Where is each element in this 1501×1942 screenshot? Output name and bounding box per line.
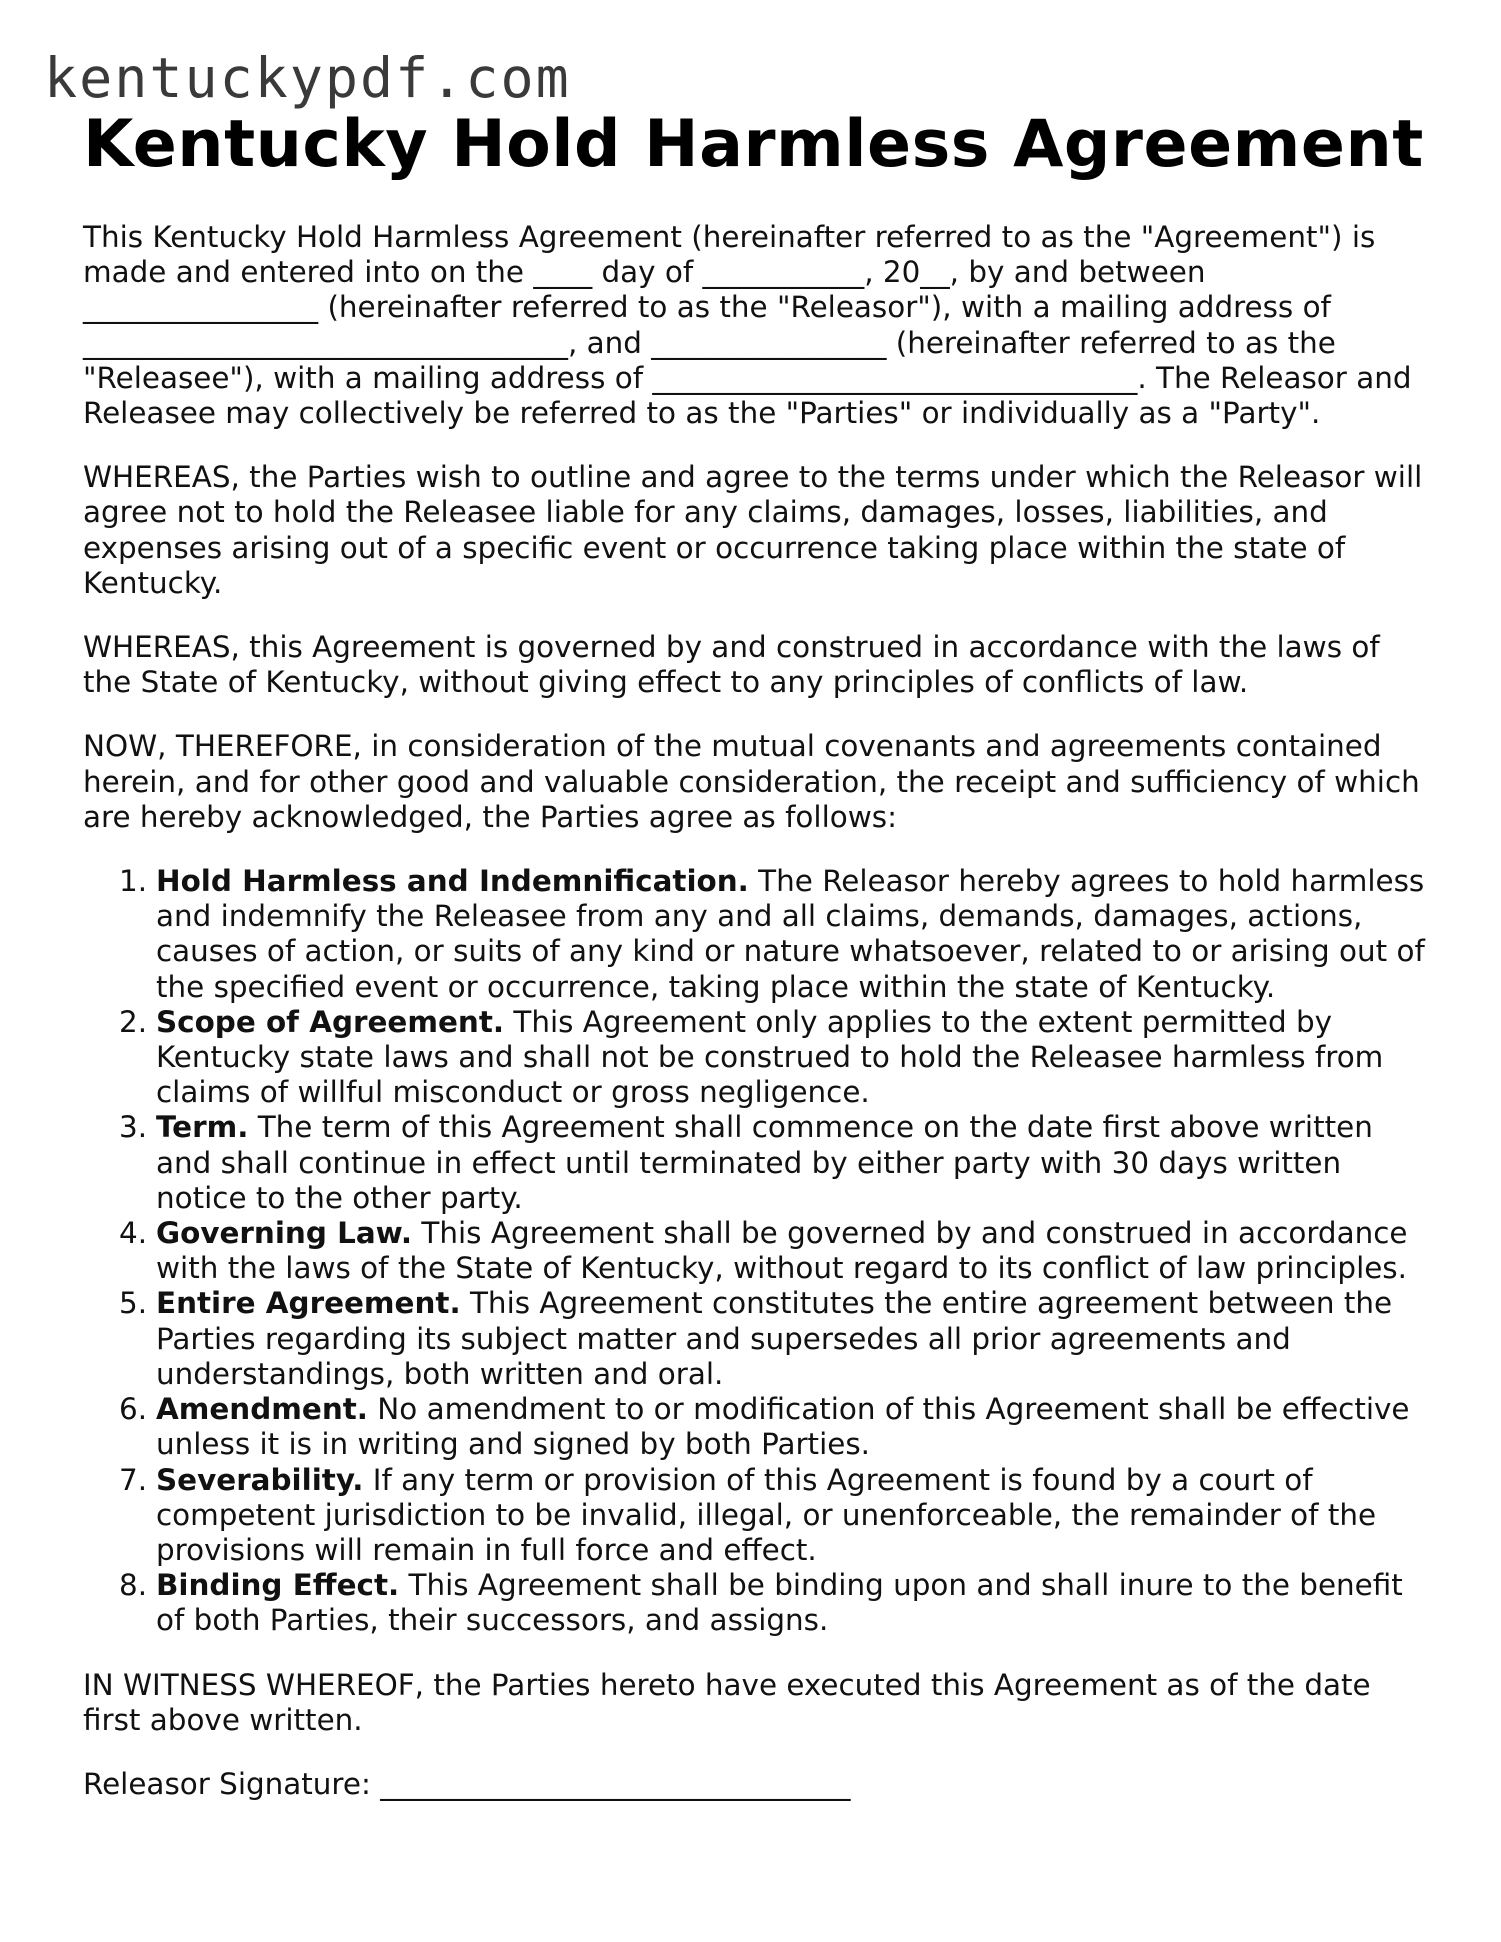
clause-number: 4. [119, 1216, 148, 1251]
clause-heading: Governing Law. [156, 1216, 413, 1251]
clause-text: This Agreement shall be binding upon and shall inure to the benefit of both Parties, their successors, and assigns. [156, 1568, 1403, 1638]
intro-paragraph: This Kentucky Hold Harmless Agreement (hereinafter referred to as the "Agreement") is made and entered into on the ____ day of ___________, 20__, by and between ________________ (hereinafter referred to as the "Releasor"), with a mailing address of _________________________________, and ________________ (hereinafter referred to as the "Releasee"), with a mailing address of _________________________________. The Releasor and Releasee may collectively be referred to as the "Parties" or individually as a "Party". [83, 220, 1412, 431]
clause-number: 7. [119, 1462, 148, 1497]
clause-number: 8. [119, 1568, 148, 1603]
whereas-paragraph-1: WHEREAS, the Parties wish to outline and agree to the terms under which the Releasor will agree not to hold the Releasee liable for any claims, damages, losses, liabilities, and expenses arising out of a specific event or occurrence taking place within the state of Kentucky. [83, 460, 1423, 600]
clause-text: The Releasor hereby agrees to hold harmless and indemnify the Releasee from any and all claims, demands, damages, actions, causes of action, or suits of any kind or nature whatsoever, related to or arising out of the specified event or occurrence, taking place within the state of Kentucky. [156, 864, 1425, 1004]
clause-text: This Agreement constitutes the entire agreement between the Parties regarding its subject matter and supersedes all prior agreements and understandings, both written and oral. [156, 1286, 1393, 1391]
releasor-signature-line: Releasor Signature: ________________________________ [83, 1766, 851, 1801]
clause-number: 2. [119, 1004, 148, 1039]
clause-number: 5. [119, 1286, 148, 1321]
clause-text: No amendment to or modification of this Agreement shall be effective unless it is in writing and signed by both Parties. [156, 1392, 1410, 1462]
document-body [83, 104, 1428, 1802]
clause-item [83, 1216, 1428, 1286]
clause-item [83, 1005, 1428, 1111]
clause-text: This Agreement shall be governed by and construed in accordance with the laws of the State of Kentucky, without regard to its conflict of law principles. [156, 1216, 1408, 1286]
clause-item [83, 1392, 1428, 1462]
clause-text: This Agreement only applies to the extent permitted by Kentucky state laws and shall not be construed to hold the Releasee harmless from claims of willful misconduct or gross negligence. [156, 1004, 1384, 1110]
clause-heading: Scope of Agreement. [156, 1004, 505, 1039]
clause-heading: Amendment. [156, 1392, 368, 1427]
clause-item [83, 864, 1428, 1005]
clauses-list [83, 864, 1428, 1638]
document-title: Kentucky Hold Harmless Agreement [83, 107, 1424, 182]
clause-item [83, 1463, 1428, 1569]
clause-heading: Binding Effect. [156, 1568, 400, 1603]
now-therefore-paragraph: NOW, THEREFORE, in consideration of the mutual covenants and agreements contained herein, and for other good and valuable consideration, the receipt and sufficiency of which are hereby acknowledged, the Parties agree as follows: [83, 729, 1420, 834]
clause-number: 6. [119, 1392, 148, 1427]
clause-heading: Hold Harmless and Indemnification. [156, 864, 749, 899]
clause-heading: Entire Agreement. [156, 1286, 461, 1321]
witness-paragraph: IN WITNESS WHEREOF, the Parties hereto have executed this Agreement as of the date first above written. [83, 1667, 1371, 1737]
site-watermark: kentuckypdf.com [44, 46, 571, 110]
clause-number: 3. [119, 1110, 148, 1145]
clause-heading: Term. [156, 1110, 249, 1145]
clause-text: If any term or provision of this Agreement is found by a court of competent jurisdiction to be invalid, illegal, or unenforceable, the remainder of the provisions will remain in full force and effect. [156, 1462, 1377, 1567]
whereas-paragraph-2: WHEREAS, this Agreement is governed by and construed in accordance with the laws of the State of Kentucky, without giving effect to any principles of conflicts of law. [83, 630, 1380, 700]
clause-text: The term of this Agreement shall commence on the date first above written and shall continue in effect until terminated by either party with 30 days written notice to the other party. [156, 1110, 1373, 1215]
clause-item [83, 1568, 1428, 1638]
clause-item [83, 1110, 1428, 1216]
clause-number: 1. [119, 864, 148, 899]
clause-heading: Severability. [156, 1462, 364, 1497]
clause-item [83, 1286, 1428, 1392]
